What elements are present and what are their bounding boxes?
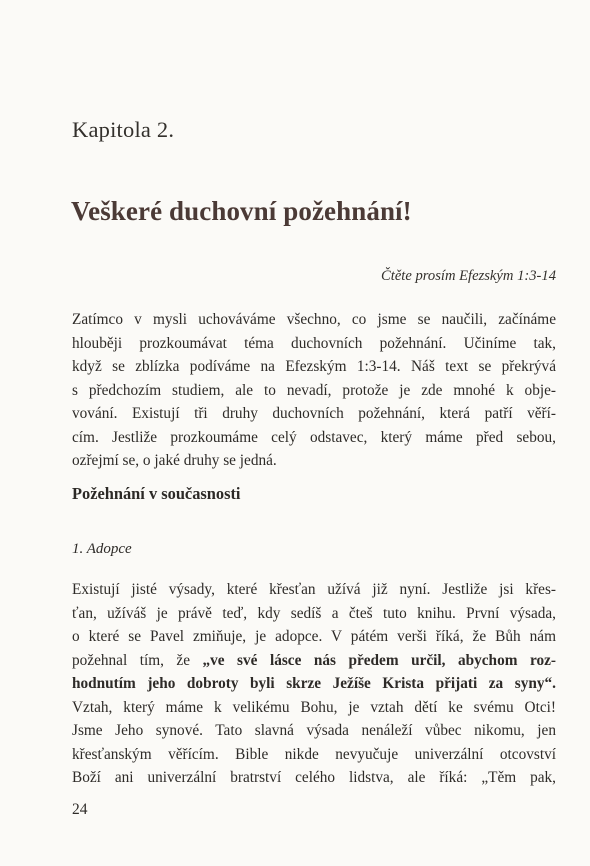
reading-reference: Čtěte prosím Efezským 1:3-14 (381, 268, 556, 284)
text-line: vování. Existují tři druhy duchovních požehnání, která patří věří- (72, 405, 556, 422)
text-line: Zatímco v mysli uchováváme všechno, co jsme se naučili, začínáme (72, 311, 556, 328)
text-line: s předchozím studiem, ale to nevadí, protože je zde mnohé k obje- (72, 381, 556, 399)
chapter-label: Kapitola 2. (72, 117, 175, 142)
text-line: ozřejmí se, o jaké druhy se jedná. (72, 452, 277, 469)
scripture-quote: hodnutím jeho dobroty byli skrze Ježíše Krista přijati za syny (72, 675, 545, 692)
text-line-mixed (72, 649, 556, 673)
text-line: Existují jisté výsady, které křesťan užívá již nyní. Jestliže jsi křes- (72, 581, 556, 598)
text-line-mixed (72, 672, 556, 696)
text-line: hlouběji prozkoumávat téma duchovních požehnání. Učiníme tak, (72, 334, 556, 352)
subsection-heading: 1. Adopce (72, 541, 132, 557)
text-line: Jsme Jeho synové. Tato slavná výsada nenáleží vůbec nikomu, jen (72, 722, 556, 739)
section-heading: Požehnání v současnosti (72, 484, 241, 503)
text-line: křesťanským věřícím. Bible nikde nevyučuje univerzální otcovství (72, 745, 556, 763)
quote-end: “. (544, 675, 556, 692)
chapter-title: Veškeré duchovní požehnání! (71, 196, 412, 226)
scripture-quote: „ve své lásce nás předem určil, abychom roz- (202, 651, 556, 669)
text-line: Vztah, který máme k velikému Bohu, je vztah dětí ke svému Otci! (72, 698, 556, 716)
text-run: požehnal tím, že (72, 651, 203, 669)
text-line: ťan, užíváš je právě teď, kdy sedíš a čteš tuto knihu. První výsada, (72, 604, 556, 622)
text-line: o které se Pavel zmiňuje, je adopce. V pátém verši říká, že Bůh nám (72, 628, 556, 645)
text-line: cím. Jestliže prozkoumáme celý odstavec, který máme před sebou, (72, 428, 556, 446)
text-line: když se zblízka podíváme na Efezským 1:3-14. Náš text se překrývá (72, 358, 556, 375)
page-number: 24 (72, 801, 88, 818)
text-line: Boží ani univerzální bratrství celého lidstva, ale říká: „Těm pak, (72, 769, 556, 786)
intro-paragraph (72, 308, 556, 473)
adoption-paragraph (72, 578, 556, 790)
